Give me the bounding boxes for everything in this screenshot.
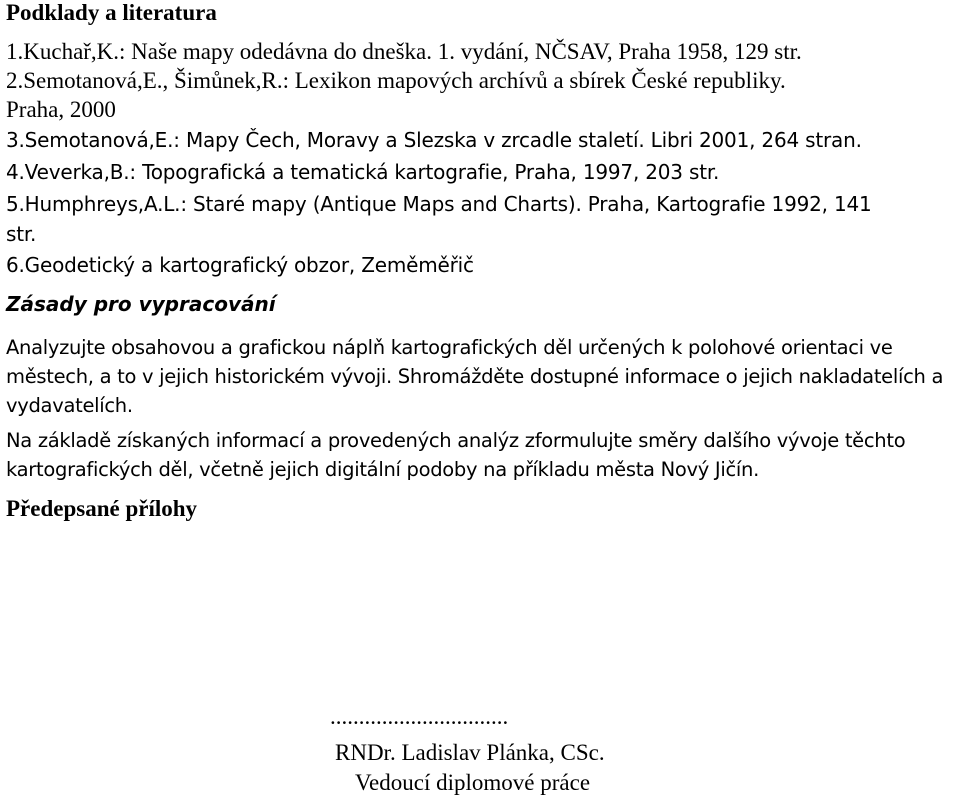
signature-line: ...............................: [330, 704, 509, 729]
literature-item-2-continued: Praha, 2000: [6, 97, 116, 122]
literature-item-6: 6.Geodetický a kartografický obzor, Zeměměřič: [6, 253, 474, 277]
guidelines-paragraph-1: Analyzujte obsahovou a grafickou náplň kartografických děl určených k polohové orientaci ve městech, a to v jejich historickém vývoji. Shromážděte dostupné informace o jejich nakladatelích a vydavatelích.: [6, 336, 944, 417]
document-page: [6, 0, 958, 798]
literature-item-3: 3.Semotanová,E.: Mapy Čech, Moravy a Slezska v zrcadle staletí. Libri 2001, 264 stran.: [6, 128, 862, 152]
literature-item-4: 4.Veverka,B.: Topografická a tematická kartografie, Praha, 1997, 203 str.: [6, 160, 720, 184]
literature-item-5: 5.Humphreys,A.L.: Staré mapy (Antique Maps and Charts). Praha, Kartografie 1992, 141: [6, 192, 872, 216]
guidelines-paragraph-2: Na základě získaných informací a provedených analýz zformulujte směry dalšího vývoje těchto kartografických děl, včetně jejich digitální podoby na příkladu města Nový Jičín.: [6, 429, 906, 481]
literature-item-2: 2.Semotanová,E., Šimůnek,R.: Lexikon mapových archívů a sbírek České republiky.: [6, 68, 786, 93]
literature-heading: Podklady a literatura: [6, 0, 217, 25]
supervisor-role: Vedoucí diplomové práce: [355, 770, 591, 795]
guidelines-heading: Zásady pro vypracování: [6, 292, 276, 316]
supervisor-name: RNDr. Ladislav Plánka, CSc.: [335, 740, 605, 765]
attachments-heading: Předepsané přílohy: [6, 496, 198, 521]
literature-item-5-continued: str.: [6, 222, 37, 246]
literature-item-1: 1.Kuchař,K.: Naše mapy odedávna do dneška. 1. vydání, NČSAV, Praha 1958, 129 str.: [6, 39, 802, 64]
